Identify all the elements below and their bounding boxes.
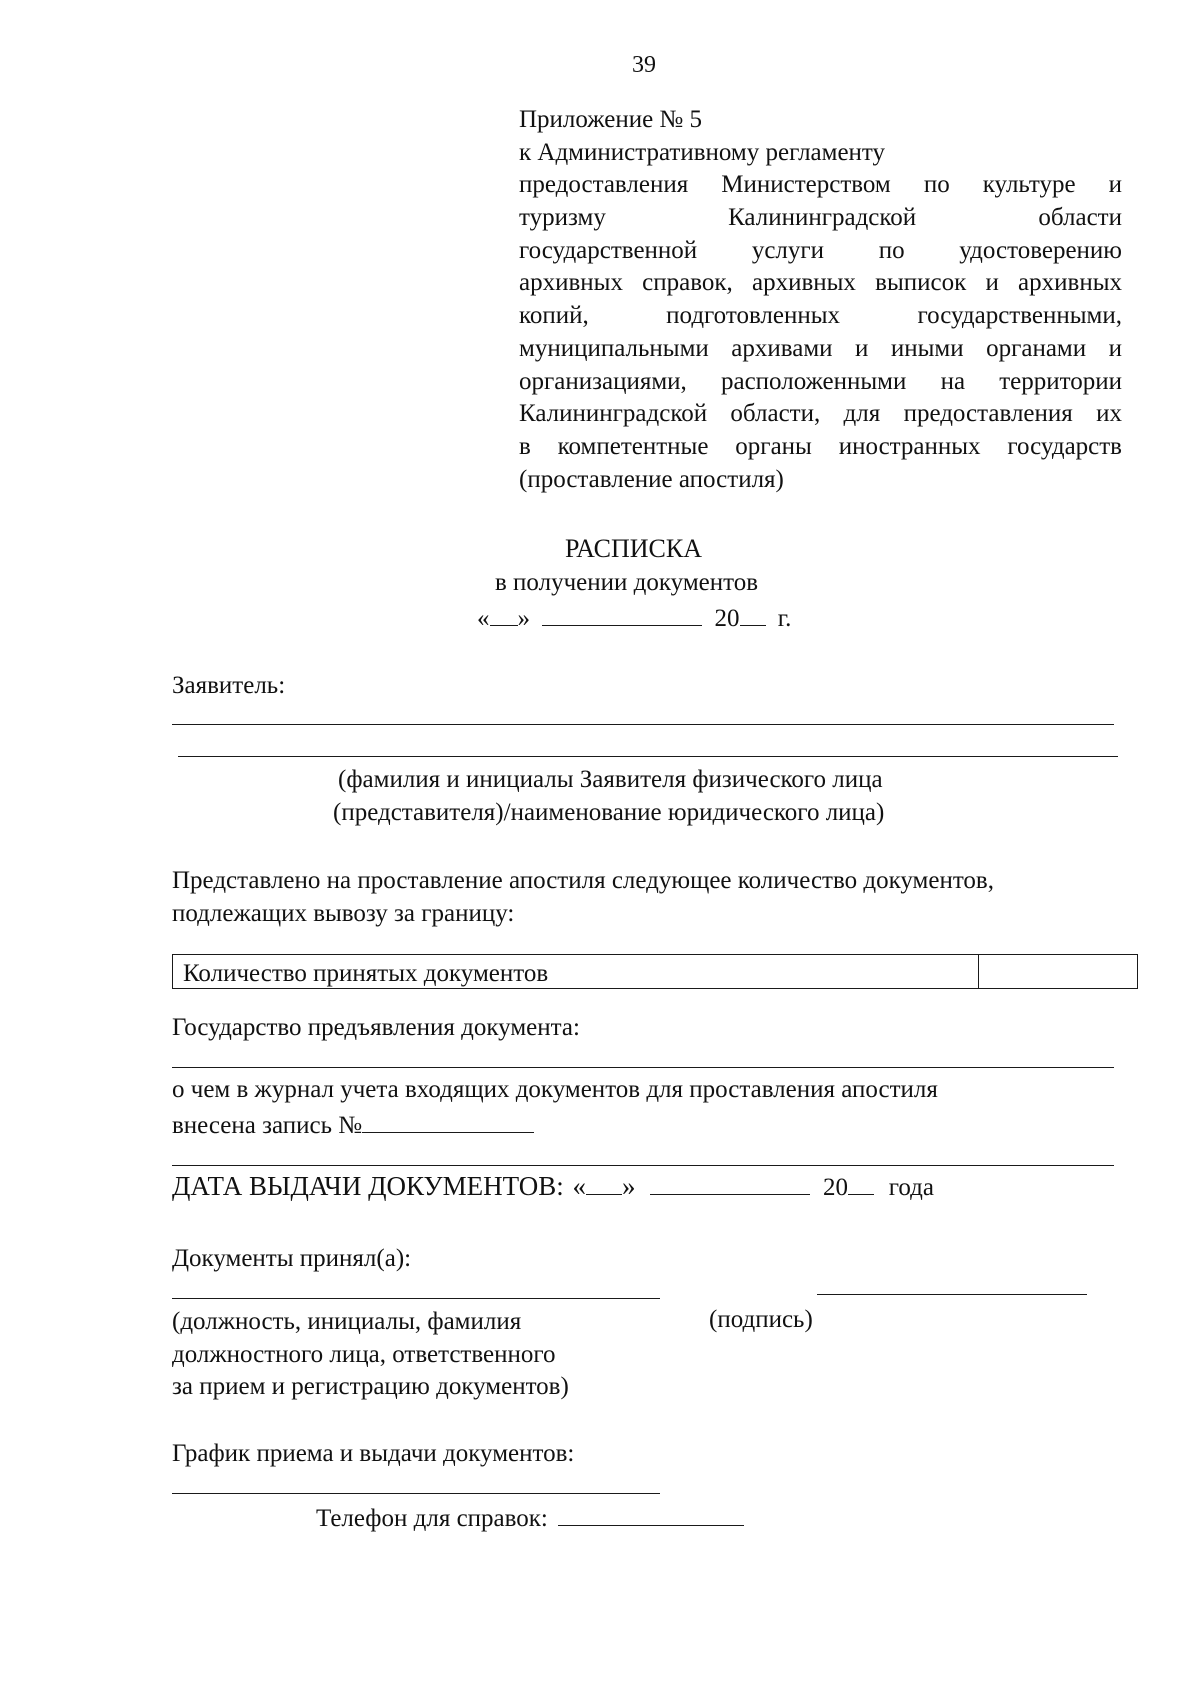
receipt-title: РАСПИСКА xyxy=(565,534,702,563)
count-value-cell[interactable] xyxy=(979,955,1138,989)
applicant-label: Заявитель: xyxy=(172,672,286,699)
issue-date-label: ДАТА ВЫДАЧИ ДОКУМЕНТОВ: xyxy=(172,1171,564,1201)
issue-month-blank xyxy=(650,1172,810,1195)
signature-caption: (подпись) xyxy=(709,1306,813,1333)
journal-line1: о чем в журнал учета входящих документов для проставления апостиля xyxy=(172,1076,938,1103)
appendix-line: муниципальными архивами и иными органами и xyxy=(519,334,1122,362)
journal-line xyxy=(172,1165,1114,1166)
applicant-caption-line1: (фамилия и инициалы Заявителя физического лица xyxy=(338,766,883,793)
phone-blank xyxy=(558,1503,744,1526)
position-caption-line3: за прием и регистрацию документов) xyxy=(172,1373,569,1400)
receipt-date xyxy=(477,603,791,631)
signature-line xyxy=(817,1294,1087,1295)
issue-year-suffix: года xyxy=(888,1174,934,1201)
position-line xyxy=(172,1298,660,1299)
schedule-line xyxy=(172,1493,660,1494)
phone-label: Телефон для справок: xyxy=(316,1505,548,1532)
date-year-suffix: г. xyxy=(777,605,792,632)
appendix-line: предоставления Министерством по культуре и xyxy=(519,171,1122,199)
appendix-line: (проставление апостиля) xyxy=(519,465,784,493)
count-label-cell: Количество принятых документов xyxy=(173,955,979,989)
state-label: Государство предъявления документа: xyxy=(172,1014,580,1041)
date-year-prefix: 20 xyxy=(714,605,740,632)
journal-record-blank xyxy=(362,1110,534,1133)
applicant-caption-line2: (представителя)/наименование юридического лица) xyxy=(333,799,885,826)
table-row xyxy=(173,955,1138,989)
phone xyxy=(316,1503,744,1531)
position-caption-line2: должностного лица, ответственного xyxy=(172,1341,556,1368)
submitted-line2: подлежащих вывозу за границу: xyxy=(172,900,515,927)
issue-year-prefix: 20 xyxy=(823,1174,849,1201)
journal-record-label: внесена запись № xyxy=(172,1112,363,1139)
state-line xyxy=(172,1067,1114,1068)
date-month-blank xyxy=(542,603,702,626)
appendix-line: копий, подготовленных государственными, xyxy=(519,302,1122,330)
appendix-line: государственной услуги по удостоверению xyxy=(519,236,1122,264)
applicant-line-2 xyxy=(178,756,1118,757)
schedule-label: График приема и выдачи документов: xyxy=(172,1440,575,1467)
appendix-block xyxy=(519,104,1122,496)
journal-line2 xyxy=(172,1110,534,1138)
accepted-label: Документы принял(а): xyxy=(172,1245,412,1272)
date-year-blank xyxy=(740,603,766,626)
appendix-line: Приложение № 5 xyxy=(519,106,703,133)
date-day-blank xyxy=(490,603,518,626)
submitted-line1: Представлено на проставление апостиля следующее количество документов, xyxy=(172,867,994,894)
applicant-line-1 xyxy=(172,724,1114,725)
issue-open-quote: « xyxy=(572,1171,587,1201)
issue-date xyxy=(172,1172,934,1200)
date-close-quote: » xyxy=(517,605,530,632)
appendix-line: к Административному регламенту xyxy=(519,138,886,166)
position-caption-line1: (должность, инициалы, фамилия xyxy=(172,1308,522,1335)
issue-close-quote: » xyxy=(622,1171,636,1201)
appendix-line: архивных справок, архивных выписок и архивных xyxy=(519,269,1122,297)
appendix-line: Калининградской области, для предоставления их xyxy=(519,400,1122,428)
date-open-quote: « xyxy=(477,605,490,632)
issue-day-blank xyxy=(586,1172,622,1195)
appendix-line: туризму Калининградской области xyxy=(519,204,1122,232)
document-count-table xyxy=(172,954,1138,989)
page-number: 39 xyxy=(632,52,656,78)
appendix-line: в компетентные органы иностранных государств xyxy=(519,432,1122,460)
appendix-line: организациями, расположенными на территории xyxy=(519,367,1122,395)
issue-year-blank xyxy=(848,1172,874,1195)
receipt-subtitle: в получении документов xyxy=(495,569,759,596)
